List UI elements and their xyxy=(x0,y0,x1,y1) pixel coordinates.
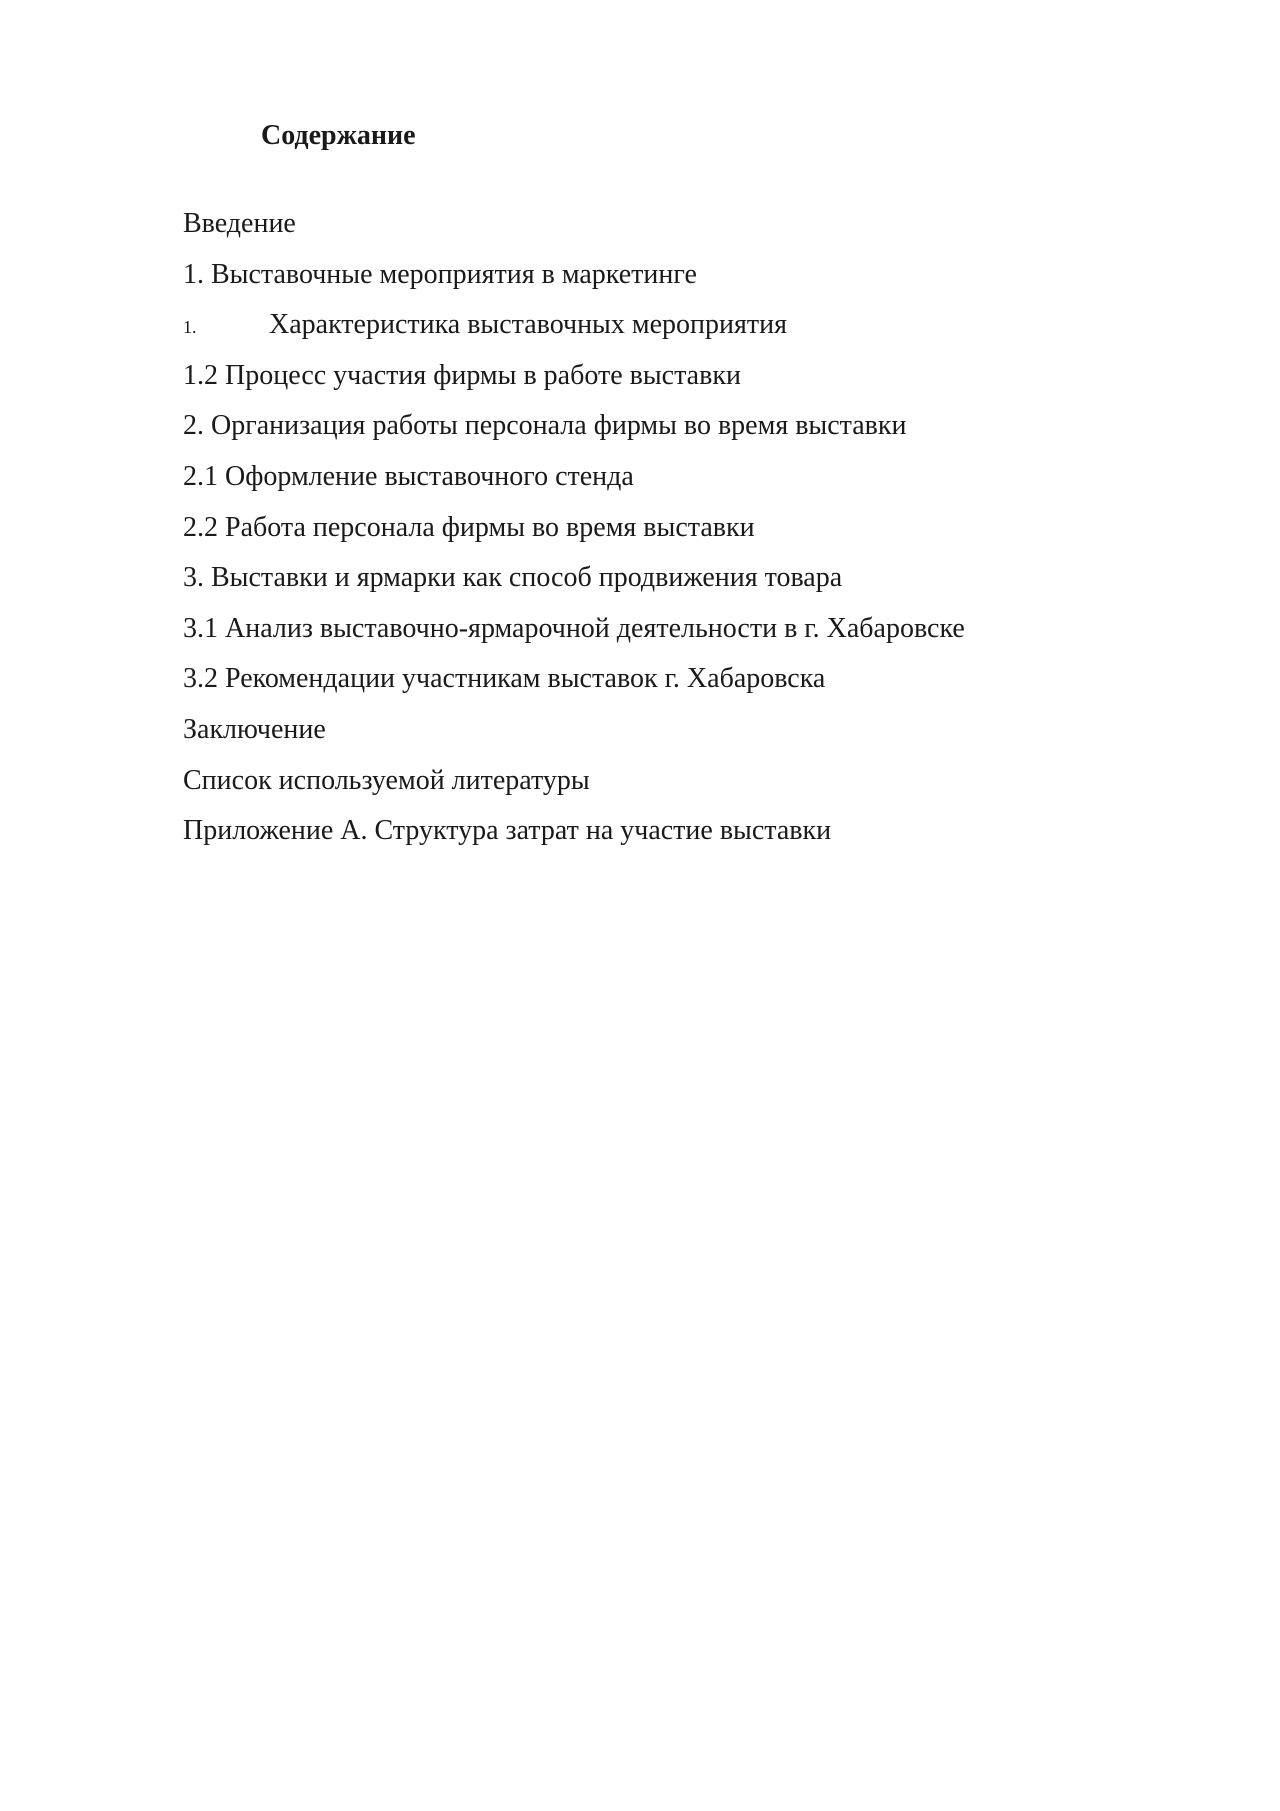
toc-item-section-1-1 xyxy=(183,307,965,358)
toc-item-text: 3.1 Анализ выставочно-ярмарочной деятельности в г. Хабаровске xyxy=(183,612,965,644)
toc-item-section-3-2 xyxy=(183,661,965,712)
toc-item-section-2-1 xyxy=(183,459,965,510)
toc-item-chapter-2 xyxy=(183,408,965,459)
toc-item-text: 2.1 Оформление выставочного стенда xyxy=(183,460,634,492)
toc-item-text: 1.2 Процесс участия фирмы в работе выставки xyxy=(183,359,741,391)
table-of-contents xyxy=(183,206,965,864)
toc-item-chapter-3 xyxy=(183,560,965,611)
toc-item-references xyxy=(183,763,965,814)
toc-item-introduction xyxy=(183,206,965,257)
toc-item-section-1-2 xyxy=(183,358,965,409)
toc-item-text: Приложение А. Структура затрат на участие выставки xyxy=(183,815,832,847)
toc-item-text: Введение xyxy=(183,208,296,239)
toc-title: Содержание xyxy=(261,120,416,151)
toc-item-conclusion xyxy=(183,712,965,763)
toc-item-text: 2. Организация работы персонала фирмы во время выставки xyxy=(183,410,907,442)
toc-item-chapter-1 xyxy=(183,257,965,308)
toc-item-number: 1. xyxy=(183,317,197,338)
toc-item-appendix-a xyxy=(183,813,965,864)
toc-item-text: 1. Выставочные мероприятия в маркетинге xyxy=(183,258,697,290)
toc-item-text: 3.2 Рекомендации участникам выставок г. Хабаровска xyxy=(183,663,826,695)
toc-item-section-2-2 xyxy=(183,510,965,561)
toc-item-text: Заключение xyxy=(183,713,326,745)
toc-item-section-3-1 xyxy=(183,611,965,662)
toc-item-text: Характеристика выставочных мероприятия xyxy=(269,309,787,341)
toc-item-text: 2.2 Работа персонала фирмы во время выставки xyxy=(183,511,755,543)
toc-item-text: 3. Выставки и ярмарки как способ продвижения товара xyxy=(183,562,843,594)
toc-item-text: Список используемой литературы xyxy=(183,764,590,796)
